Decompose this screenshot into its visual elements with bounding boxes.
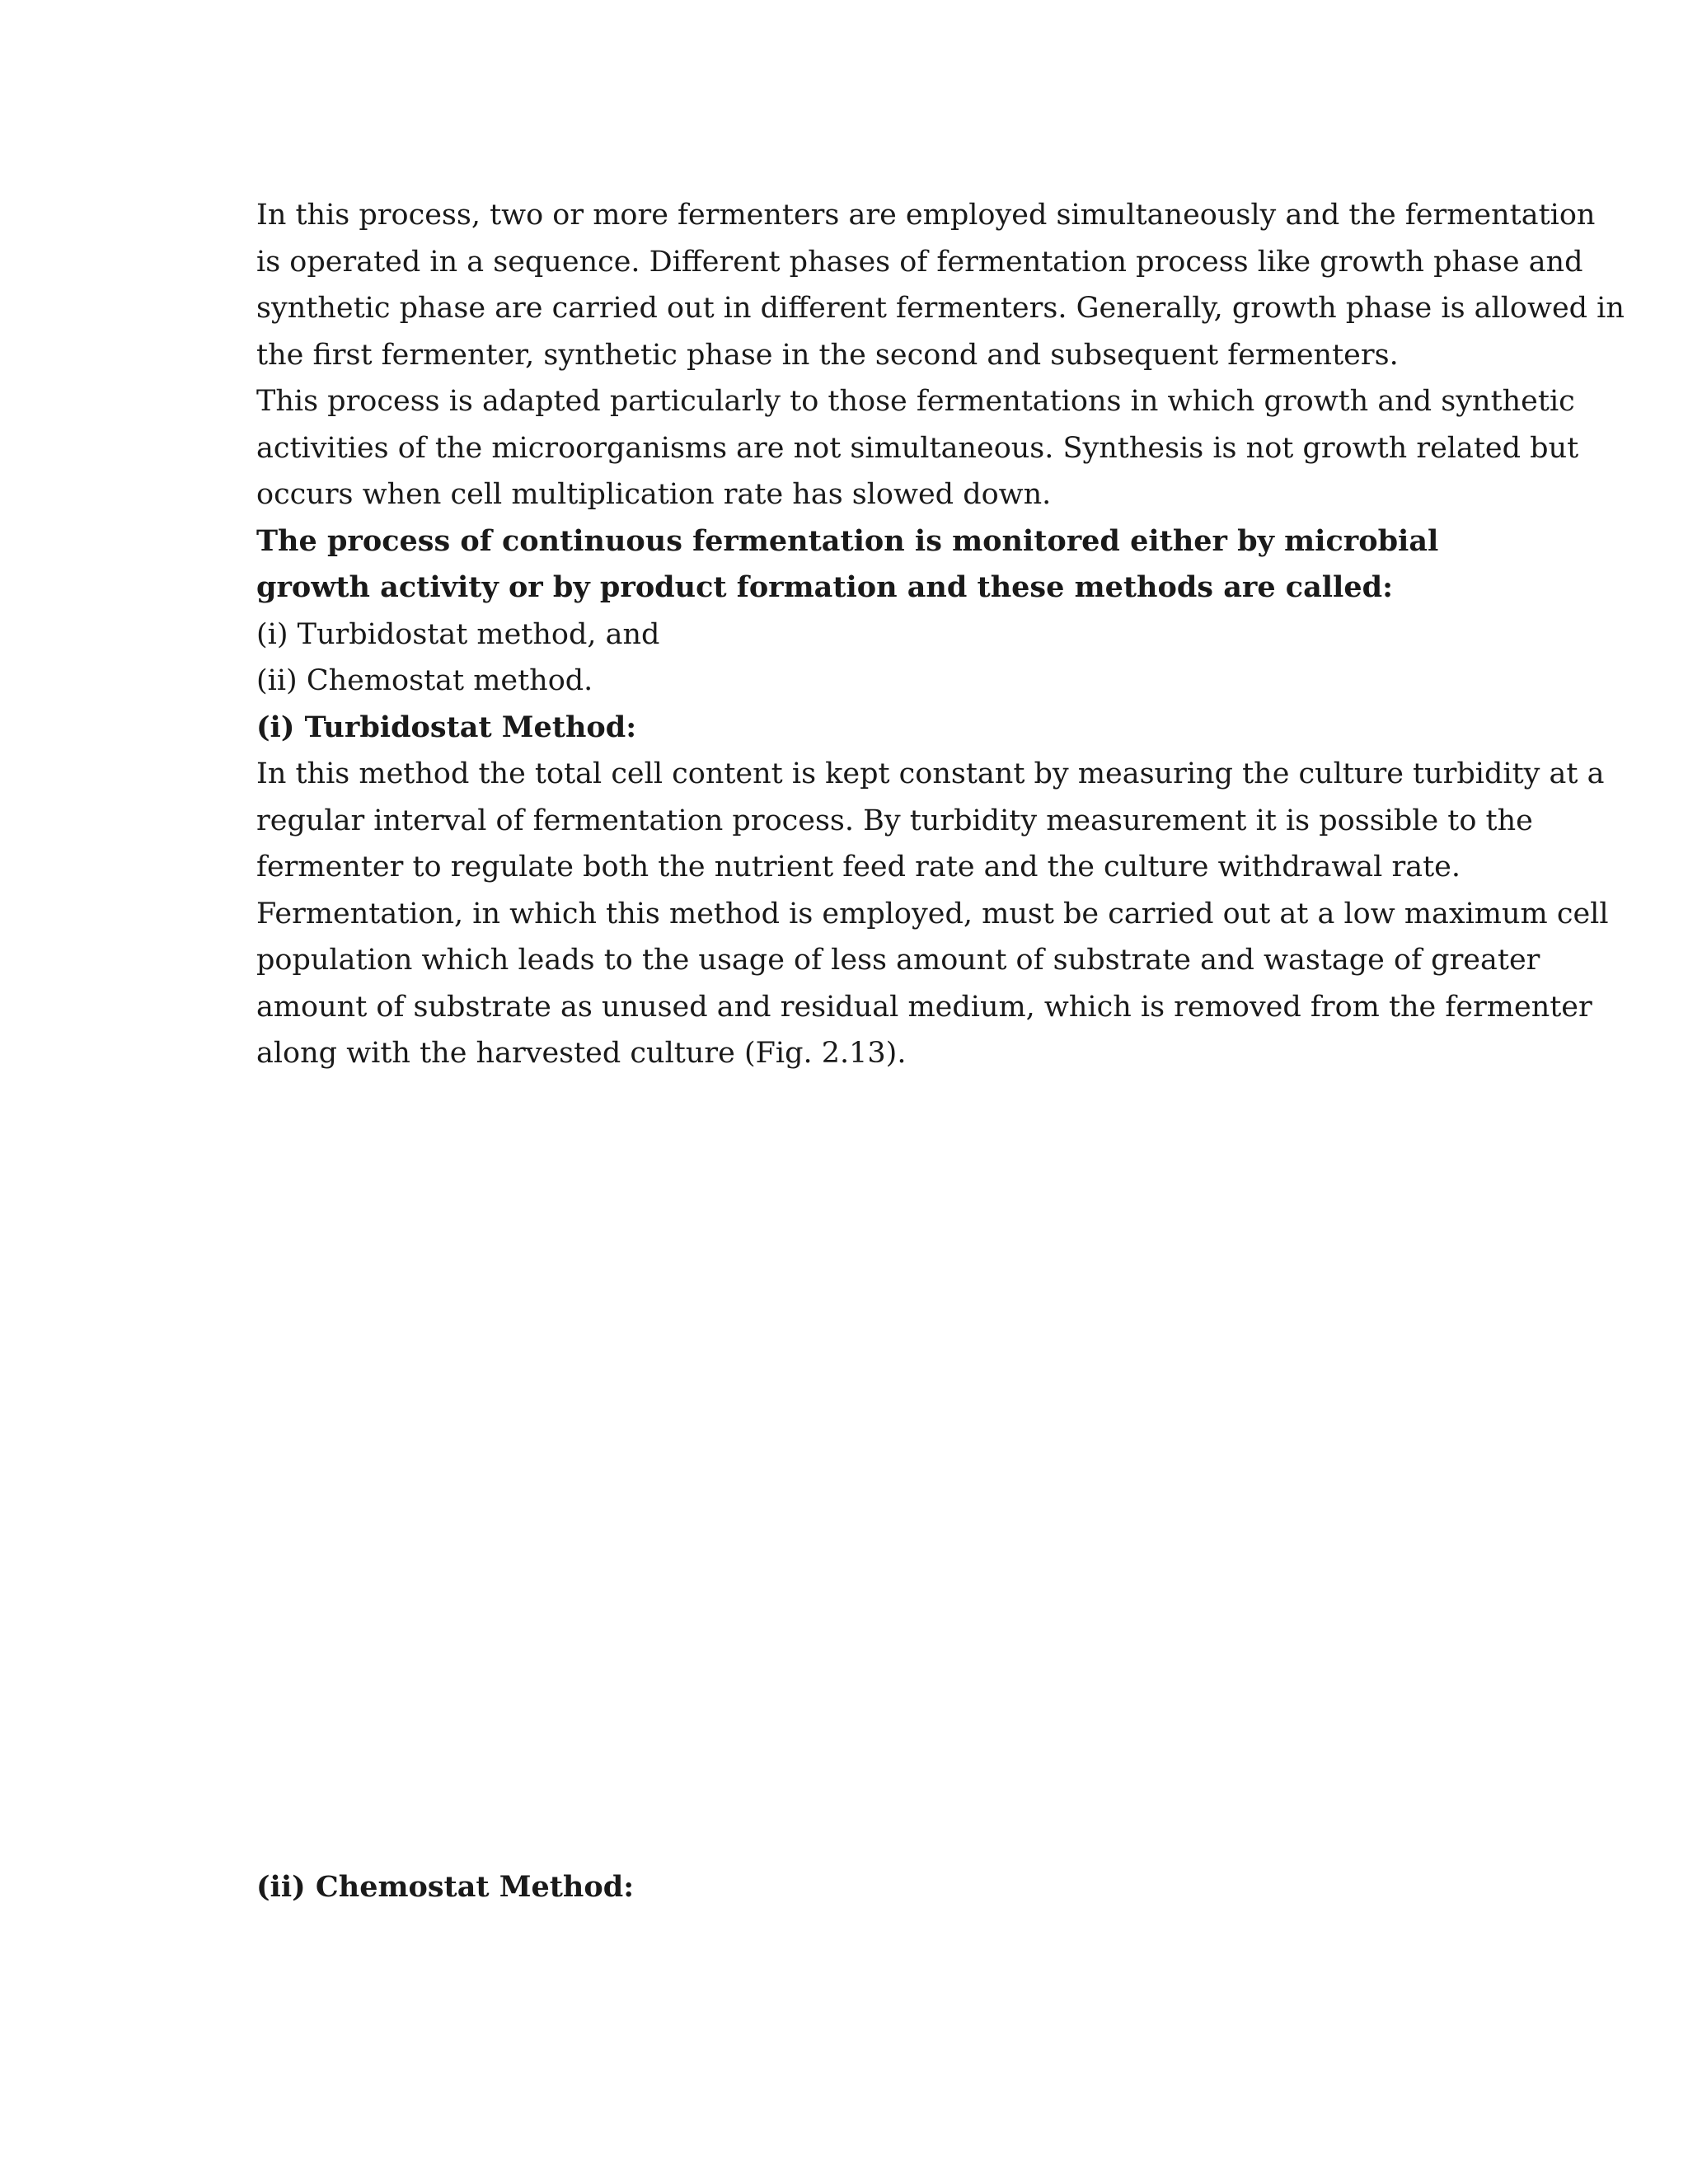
text-line: occurs when cell multiplication rate has slowed down. [256,478,1052,511]
section-heading: (i) Turbidostat Method: [256,710,637,744]
turbidostat-heading [256,705,1443,752]
text-line: along with the harvested culture (Fig. 2.13). [256,1037,907,1070]
adaptation-paragraph [256,378,1579,518]
text-line: amount of substrate as unused and residual medium, which is removed from the fermenter [256,990,1592,1024]
text-line: In this process, two or more fermenters are employed simultaneously and the fermentation [256,199,1596,232]
intro-paragraph [256,192,1625,378]
method-list-item: (i) Turbidostat method, and [256,617,660,651]
text-line: is operated in a sequence. Different phases of fermentation process like growth phase and [256,245,1583,279]
text-line: the first fermenter, synthetic phase in the second and subsequent fermenters. [256,338,1399,372]
turbidostat-paragraph [256,751,1609,1077]
method-list-item: (ii) Chemostat method. [256,664,593,697]
text-line: fermenter to regulate both the nutrient feed rate and the culture withdrawal rate. [256,851,1461,883]
document-body [256,192,1625,1077]
text-line: This process is adapted particularly to those fermentations in which growth and synthetic [256,385,1575,418]
bold-text-line: growth activity or by product formation and these methods are called: [256,570,1394,604]
text-line: regular interval of fermentation process. By turbidity measurement it is possible to the [256,804,1533,837]
text-line: synthetic phase are carried out in different fermenters. Generally, growth phase is allowed in [256,292,1625,325]
method-list [256,612,1443,705]
text-line: population which leads to the usage of less amount of substrate and wastage of greater [256,944,1540,977]
blank-figure-area [256,1104,1443,1846]
text-line: Fermentation, in which this method is employed, must be carried out at a low maximum cell [256,897,1609,930]
text-line: In this method the total cell content is kept constant by measuring the culture turbidity at a [256,757,1605,790]
bold-text-line: The process of continuous fermentation is monitored either by microbial [256,523,1439,558]
text-line: activities of the microorganisms are not simultaneous. Synthesis is not growth related but [256,431,1579,465]
chemostat-heading: (ii) Chemostat Method: [256,1870,635,1904]
monitoring-statement [256,518,1443,612]
